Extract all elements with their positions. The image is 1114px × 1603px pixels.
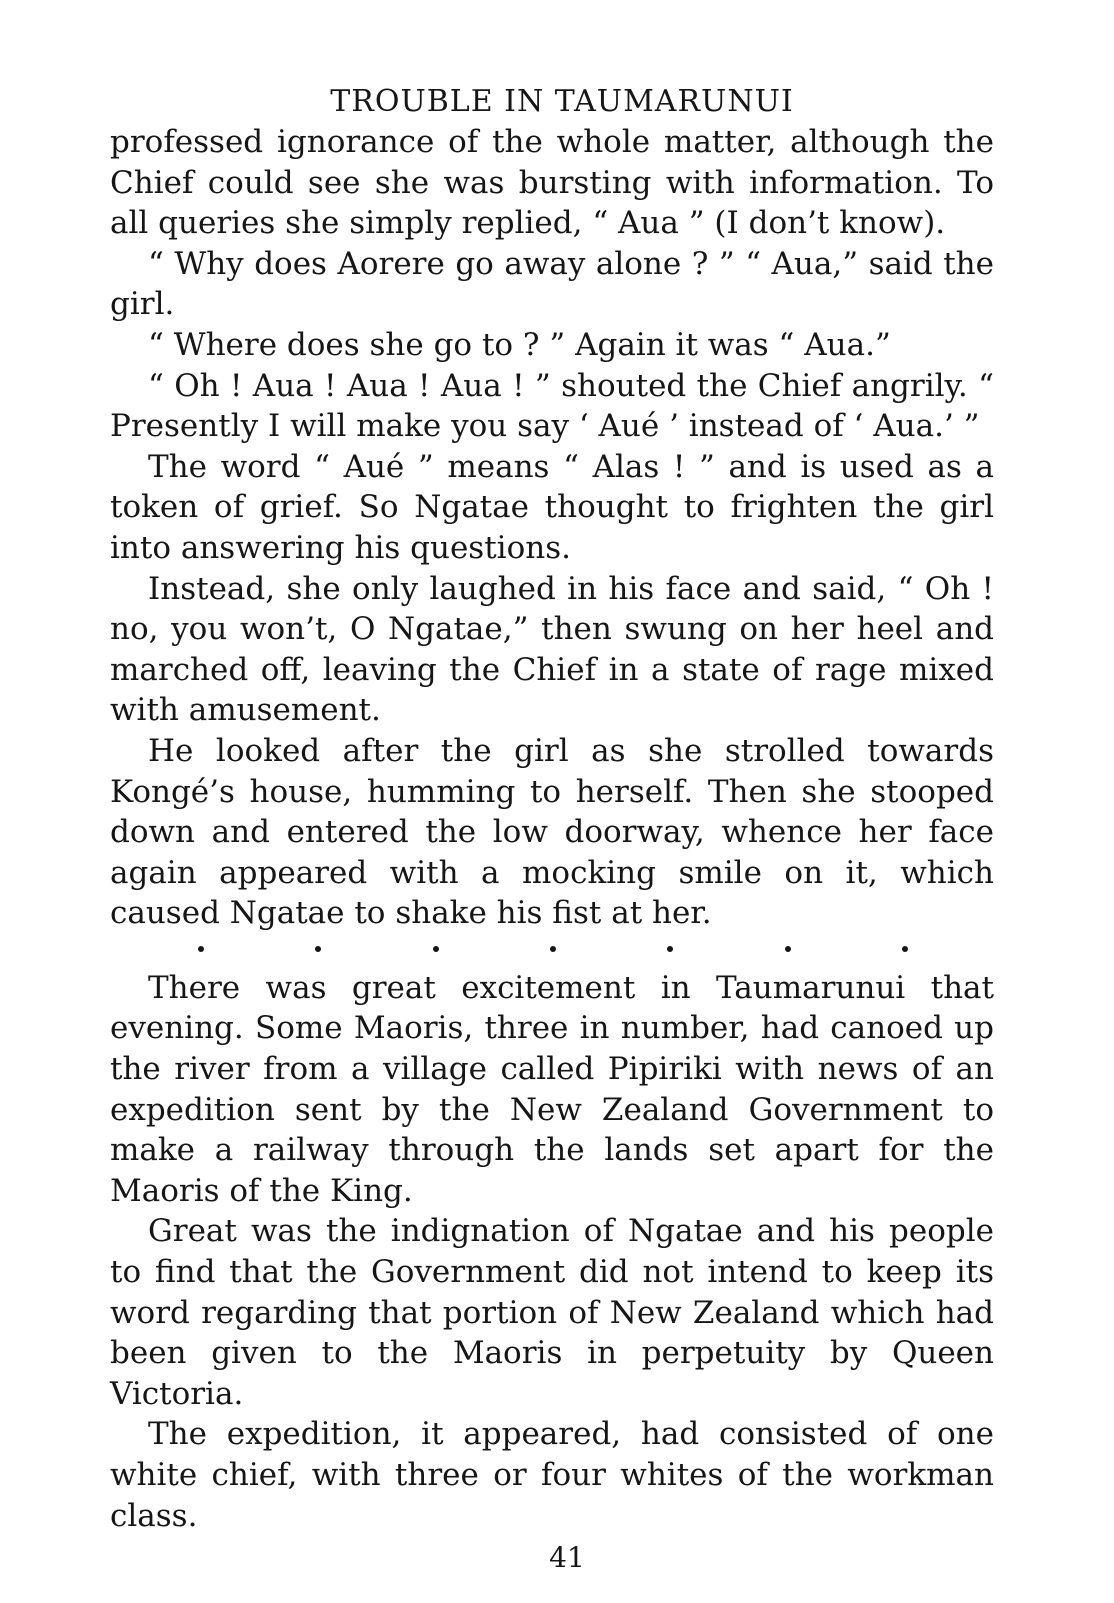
- book-page: [110, 82, 994, 1576]
- paragraph-continued: professed ignorance of the whole matter, although the Chief could see she was bursting with information. To all queries she simply replied, “ Aua ” (I don’t know).: [110, 124, 994, 242]
- dot-ornament: [198, 946, 204, 952]
- paragraph: Instead, she only laughed in his face and said, “ Oh ! no, you won’t, O Ngatae,” then swung on her heel and marched off, leaving the Chief in a state of rage mixed with amusement.: [110, 570, 994, 729]
- paragraph: The word “ Aué ” means “ Alas ! ” and is used as a token of grief. So Ngatae thought to frighten the girl into answering his questions.: [110, 448, 994, 566]
- running-title: TROUBLE IN TAUMARUNUI: [330, 84, 794, 119]
- dot-ornament: [785, 946, 791, 952]
- paragraph: There was great excitement in Taumarunui that evening. Some Maoris, three in number, had canoed up the river from a village called Pipiriki with news of an expedition sent by the New Zealand Government to make a railway through the lands set apart for the Maoris of the King.: [110, 969, 994, 1209]
- page-number: 41: [549, 1541, 585, 1575]
- paragraph: “ Why does Aorere go away alone ? ” “ Aua,” said the girl.: [110, 245, 994, 323]
- dot-ornament: [902, 946, 908, 952]
- dot-ornament: [433, 946, 439, 952]
- dot-ornament: [550, 946, 556, 952]
- body-text: [110, 122, 994, 1536]
- paragraph: Great was the indignation of Ngatae and his people to find that the Government did not intend to keep its word regarding that portion of New Zealand which had been given to the Maoris in perpetuity by Queen Victoria.: [110, 1213, 994, 1412]
- paragraph: He looked after the girl as she strolled towards Kongé’s house, humming to herself. Then she stooped down and entered the low doorway, whence her face again appeared with a mocking smile on it, which caused Ngatae to shake his fist at her.: [110, 732, 994, 932]
- dot-ornament: [667, 946, 673, 952]
- paragraph: “ Oh ! Aua ! Aua ! Aua ! ” shouted the Chief angrily. “ Presently I will make you say ‘ Aué ’ instead of ‘ Aua.’ ”: [110, 367, 994, 445]
- paragraph: “ Where does she go to ? ” Again it was “ Aua.”: [148, 326, 891, 363]
- dot-ornament: [315, 946, 321, 952]
- section-break-dots: [110, 946, 994, 952]
- paragraph: The expedition, it appeared, had consisted of one white chief, with three or four whites of the workman class.: [110, 1416, 994, 1534]
